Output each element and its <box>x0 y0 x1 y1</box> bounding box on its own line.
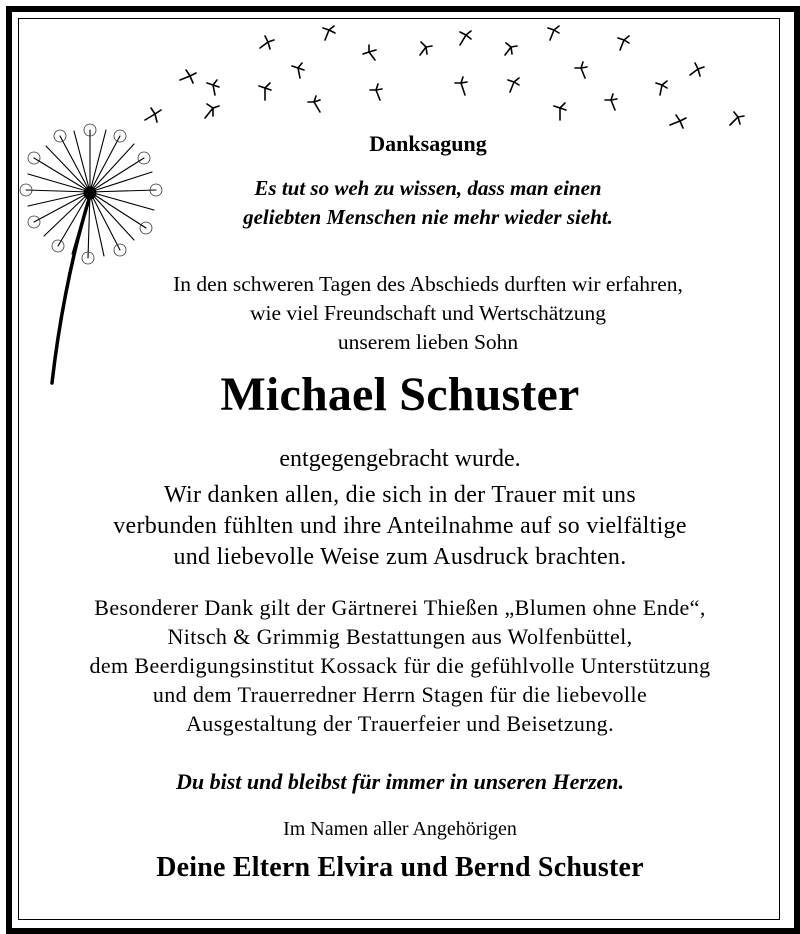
on-behalf-line: Im Namen aller Angehörigen <box>283 818 517 840</box>
deceased-name: Michael Schuster <box>220 368 580 421</box>
signature: Deine Eltern Elvira und Bernd Schuster <box>156 852 644 883</box>
special-thanks-paragraph <box>0 593 800 738</box>
thanks-line: und liebevolle Weise zum Ausdruck brachten. <box>173 544 627 570</box>
special-thanks-line: Ausgestaltung der Trauerfeier und Beisetzung. <box>186 711 614 736</box>
intro-line: In den schweren Tagen des Abschieds durften wir erfahren, <box>173 272 683 296</box>
quote-line: geliebten Menschen nie mehr wieder sieht. <box>243 205 613 229</box>
intro-line: wie viel Freundschaft und Wertschätzung <box>249 301 607 325</box>
special-thanks-line: und dem Trauerredner Herrn Stagen für die liebevolle <box>152 682 648 707</box>
closing-line: Du bist und bleibst für immer in unseren Herzen. <box>175 769 625 794</box>
notice-heading: Danksagung <box>369 131 487 156</box>
thanks-line: verbunden fühlten und ihre Anteilnahme auf so vielfältige <box>113 513 687 539</box>
thanks-line: Wir danken allen, die sich in der Trauer mit uns <box>163 482 636 508</box>
special-thanks-line: dem Beerdigungsinstitut Kossack für die gefühlvolle Unterstützung <box>89 653 711 678</box>
thanks-paragraph <box>0 480 800 573</box>
opening-quote <box>0 174 800 232</box>
intro-line: unserem lieben Sohn <box>337 330 519 354</box>
quote-line: Es tut so weh zu wissen, dass man einen <box>254 176 602 200</box>
flying-seeds-icon <box>145 26 744 128</box>
intro-paragraph <box>0 270 800 357</box>
special-thanks-line: Nitsch & Grimmig Bestattungen aus Wolfenbüttel, <box>167 624 633 649</box>
received-line: entgegengebracht wurde. <box>279 446 521 472</box>
special-thanks-line: Besonderer Dank gilt der Gärtnerei Thießen „Blumen ohne Ende“, <box>94 595 706 620</box>
